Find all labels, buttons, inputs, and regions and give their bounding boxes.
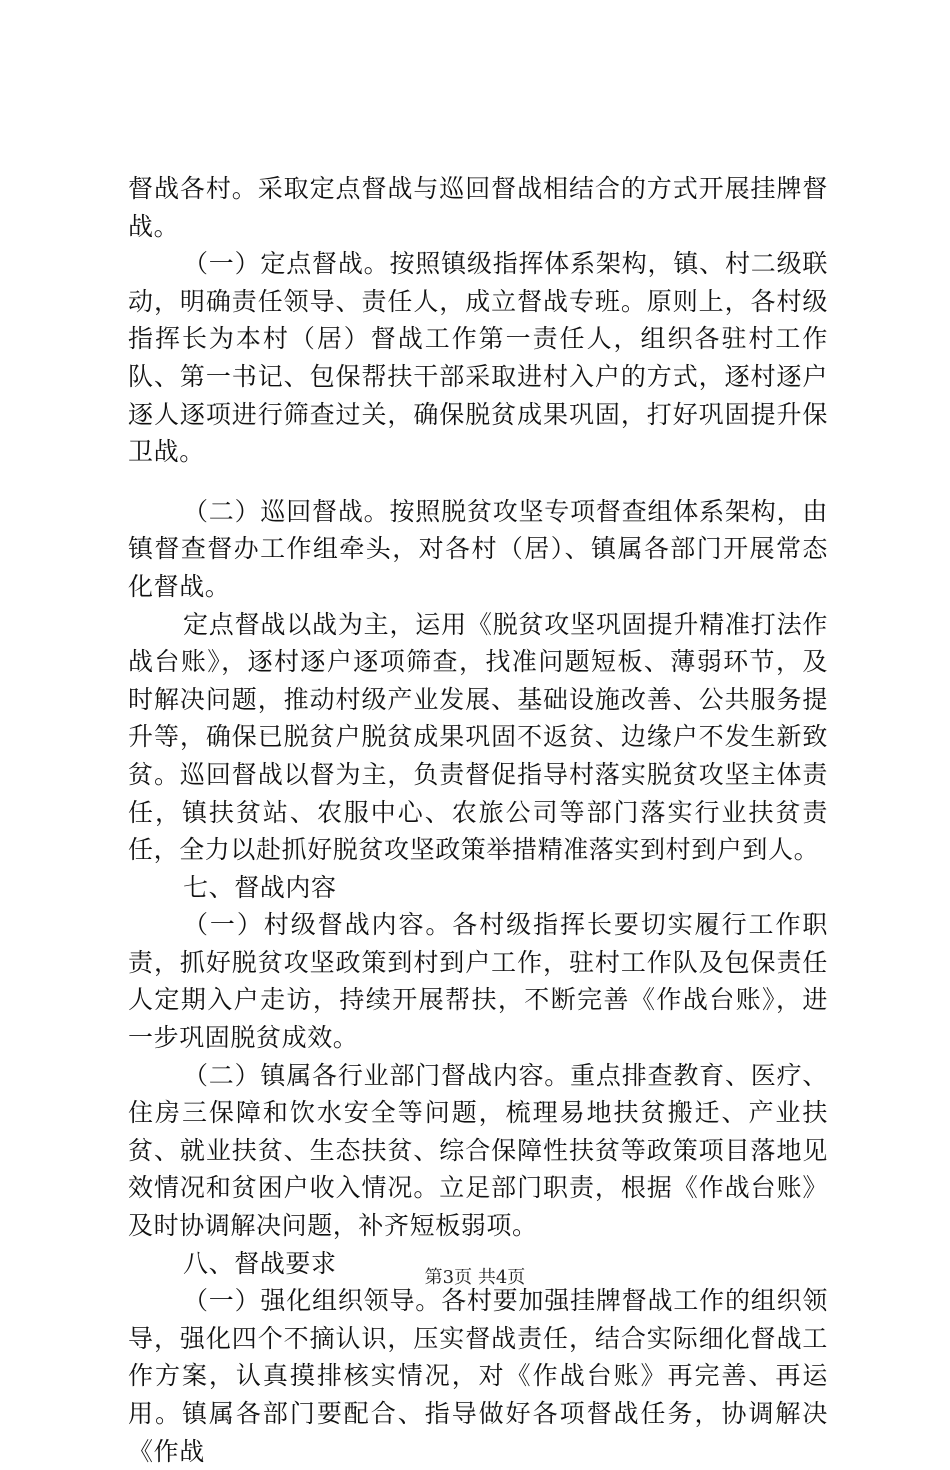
paragraph-fixed-point-supervision: （一）定点督战。按照镇级指挥体系架构，镇、村二级联动，明确责任领导、责任人，成立督战专班。原则上，各村级指挥长为本村（居）督战工作第一责任人，组织各驻村工作队、第一书记、包保帮扶干部采取进村入户的方式，逐村逐户逐人逐项进行筛查过关，确保脱贫成果巩固，打好巩固提升保卫战。	[128, 249, 828, 467]
paragraph-village-content: （一）村级督战内容。各村级指挥长要切实履行工作职责，抓好脱贫攻坚政策到村到户工作，驻村工作队及包保责任人定期入户走访，持续开展帮扶，不断完善《作战台账》，进一步巩固脱贫成效。	[128, 910, 828, 1053]
page-number-footer: 第3页 共4页	[424, 1267, 526, 1288]
paragraph-leadership: （一）强化组织领导。各村要加强挂牌督战工作的组织领导，强化四个不摘认识，压实督战责任，结合实际细化督战工作方案，认真摸排核实情况，对《作战台账》再完善、再运用。镇属各部门要配合、指导做好各项督战任务，协调解决《作战	[128, 1286, 828, 1466]
paragraph-department-content: （二）镇属各行业部门督战内容。重点排查教育、医疗、住房三保障和饮水安全等问题，梳理易地扶贫搬迁、产业扶贫、就业扶贫、生态扶贫、综合保障性扶贫等政策项目落地见效情况和贫困户收入情况。立足部门职责，根据《作战台账》及时协调解决问题，补齐短板弱项。	[128, 1060, 828, 1241]
paragraph-supervision-approach: 定点督战以战为主，运用《脱贫攻坚巩固提升精准打法作战台账》，逐村逐户逐项筛查，找准问题短板、薄弱环节，及时解决问题，推动村级产业发展、基础设施改善、公共服务提升等，确保已脱贫户脱贫成果巩固不返贫、边缘户不发生新致贫。巡回督战以督为主，负责督促指导村落实脱贫攻坚主体责任，镇扶贫站、农服中心、农旅公司等部门落实行业扶贫责任，全力以赴抓好脱贫攻坚政策举措精准落实到村到户到人。	[128, 609, 828, 865]
section-heading-content: 七、督战内容	[183, 872, 337, 902]
section-heading-requirements: 八、督战要求	[183, 1248, 337, 1278]
paragraph-patrol-supervision: （二）巡回督战。按照脱贫攻坚专项督查组体系架构，由镇督查督办工作组牵头，对各村（居）、镇属各部门开展常态化督战。	[128, 496, 828, 601]
paragraph-continuation: 督战各村。采取定点督战与巡回督战相结合的方式开展挂牌督战。	[128, 174, 828, 241]
